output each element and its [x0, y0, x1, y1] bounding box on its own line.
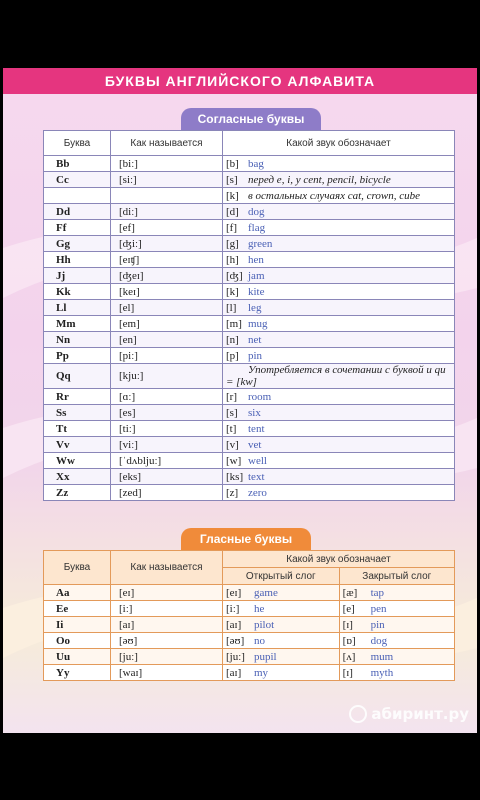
sound-symbol: [əʊ]: [226, 634, 245, 647]
sound-symbol: [w]: [226, 454, 242, 467]
column-header: Буква: [44, 131, 111, 156]
letter-cell: Ss: [44, 405, 111, 421]
sound-symbol: [p]: [226, 349, 239, 362]
letter-cell: Kk: [44, 284, 111, 300]
sound-symbol: [s]: [226, 173, 238, 186]
sound-cell: [223, 348, 455, 364]
example-word: text: [248, 470, 265, 483]
letter-cell: Uu: [44, 649, 111, 665]
column-header: Как называется: [111, 131, 223, 156]
example-word: green: [248, 237, 273, 250]
table-row: [44, 585, 455, 601]
example-word: no: [254, 634, 265, 647]
table-row: [44, 188, 455, 204]
name-cell: [biː]: [111, 156, 223, 172]
example-word: flag: [248, 221, 266, 234]
sound-symbol: [d]: [226, 205, 239, 218]
letter-cell: Ee: [44, 601, 111, 617]
sound-cell: [223, 364, 455, 389]
sound-cell: [223, 284, 455, 300]
closed-syllable-cell: [339, 617, 454, 633]
sound-cell: [223, 453, 455, 469]
sound-symbol: [l]: [226, 301, 237, 314]
name-cell: [aɪ]: [111, 617, 223, 633]
page-title: БУКВЫ АНГЛИЙСКОГО АЛФАВИТА: [3, 68, 477, 94]
sound-symbol: [ks]: [226, 470, 244, 483]
sound-symbol: [ʌ]: [342, 650, 356, 663]
sound-symbol: [h]: [226, 253, 239, 266]
sound-cell: [223, 389, 455, 405]
sound-symbol: [eɪ]: [226, 586, 242, 599]
name-cell: [juː]: [111, 649, 223, 665]
sound-symbol: [aɪ]: [226, 618, 242, 631]
letter-cell: Aa: [44, 585, 111, 601]
name-cell: [111, 188, 223, 204]
sound-symbol: [g]: [226, 237, 239, 250]
name-cell: [em]: [111, 316, 223, 332]
name-cell: [kjuː]: [111, 364, 223, 389]
letter-cell: Hh: [44, 252, 111, 268]
table-row: [44, 633, 455, 649]
example-word: bag: [248, 157, 264, 170]
table-row: [44, 204, 455, 220]
sound-cell: [223, 220, 455, 236]
sound-cell: [223, 236, 455, 252]
name-cell: [iː]: [111, 601, 223, 617]
open-syllable-cell: [223, 665, 340, 681]
closed-syllable-cell: [339, 601, 454, 617]
table-row: [44, 469, 455, 485]
name-cell: [siː]: [111, 172, 223, 188]
consonants-tab: Согласные буквы: [181, 108, 321, 130]
example-word: zero: [248, 486, 267, 499]
sound-cell: [223, 300, 455, 316]
column-header: Буква: [44, 551, 111, 585]
table-row: [44, 665, 455, 681]
letter-cell: Pp: [44, 348, 111, 364]
letter-cell: Tt: [44, 421, 111, 437]
column-header: Закрытый слог: [339, 568, 454, 585]
letter-cell: Vv: [44, 437, 111, 453]
name-cell: [es]: [111, 405, 223, 421]
sound-cell: [223, 188, 455, 204]
name-cell: [en]: [111, 332, 223, 348]
alphabet-page: [3, 68, 477, 733]
sound-symbol: [ʤ]: [226, 269, 243, 282]
table-row: [44, 172, 455, 188]
sound-symbol: [m]: [226, 317, 242, 330]
sound-cell: [223, 252, 455, 268]
letter-cell: Yy: [44, 665, 111, 681]
name-cell: [ˈdʌbljuː]: [111, 453, 223, 469]
table-row: [44, 220, 455, 236]
table-row: [44, 348, 455, 364]
sound-symbol: [v]: [226, 438, 239, 451]
open-syllable-cell: [223, 617, 340, 633]
table-row: [44, 236, 455, 252]
watermark-logo: абиринт.ру: [349, 705, 469, 724]
table-row: [44, 332, 455, 348]
name-cell: [ʤiː]: [111, 236, 223, 252]
example-word: tent: [248, 422, 265, 435]
example-word: dog: [248, 205, 265, 218]
sound-symbol: [n]: [226, 333, 239, 346]
name-cell: [eks]: [111, 469, 223, 485]
column-header: Какой звук обозначает: [223, 131, 455, 156]
sound-symbol: [t]: [226, 422, 237, 435]
letter-cell: Xx: [44, 469, 111, 485]
letter-cell: Mm: [44, 316, 111, 332]
sound-symbol: [z]: [226, 486, 239, 499]
table-row: [44, 453, 455, 469]
sound-symbol: [juː]: [226, 650, 245, 663]
letter-cell: Cc: [44, 172, 111, 188]
example-word: перед e, i, y cent, pencil, bicycle: [248, 173, 391, 186]
sound-symbol: [aɪ]: [226, 666, 242, 679]
example-word: pupil: [254, 650, 277, 663]
letter-cell: Jj: [44, 268, 111, 284]
example-word: pin: [370, 618, 385, 631]
example-word: well: [248, 454, 267, 467]
sound-symbol: [iː]: [226, 602, 240, 615]
sound-symbol: [s]: [226, 406, 238, 419]
sound-cell: [223, 204, 455, 220]
sound-cell: [223, 172, 455, 188]
sound-symbol: [r]: [226, 390, 237, 403]
name-cell: [əʊ]: [111, 633, 223, 649]
open-syllable-cell: [223, 633, 340, 649]
sound-cell: [223, 332, 455, 348]
letter-cell: Zz: [44, 485, 111, 501]
letter-cell: Ww: [44, 453, 111, 469]
table-row: [44, 316, 455, 332]
sound-cell: [223, 437, 455, 453]
example-word: hen: [248, 253, 264, 266]
closed-syllable-cell: [339, 585, 454, 601]
sound-symbol: [f]: [226, 221, 237, 234]
column-header: Открытый слог: [223, 568, 340, 585]
sound-symbol: [ɒ]: [342, 634, 356, 647]
name-cell: [waɪ]: [111, 665, 223, 681]
example-word: net: [248, 333, 262, 346]
table-row: [44, 389, 455, 405]
example-word: six: [248, 406, 261, 419]
sound-cell: [223, 316, 455, 332]
name-cell: [ef]: [111, 220, 223, 236]
example-word: my: [254, 666, 269, 679]
table-row: [44, 268, 455, 284]
sound-symbol: [k]: [226, 285, 239, 298]
sound-cell: [223, 268, 455, 284]
example-word: dog: [370, 634, 388, 647]
sound-symbol: [ɪ]: [342, 666, 353, 679]
example-word: Употребляется в сочетании с буквой u qu = [kw]: [226, 364, 446, 388]
letter-cell: Ff: [44, 220, 111, 236]
example-word: room: [248, 390, 272, 403]
open-syllable-cell: [223, 585, 340, 601]
consonants-table: [43, 130, 455, 501]
letter-cell: Dd: [44, 204, 111, 220]
sound-symbol: [æ]: [342, 586, 358, 599]
closed-syllable-cell: [339, 665, 454, 681]
name-cell: [viː]: [111, 437, 223, 453]
sound-symbol: [b]: [226, 157, 239, 170]
closed-syllable-cell: [339, 649, 454, 665]
example-word: myth: [370, 666, 394, 679]
example-word: vet: [248, 438, 262, 451]
letter-cell: Bb: [44, 156, 111, 172]
name-cell: [el]: [111, 300, 223, 316]
example-word: в остальных случаях cat, crown, cube: [248, 189, 421, 202]
example-word: kite: [248, 285, 265, 298]
example-word: game: [254, 586, 278, 599]
letter-cell: [44, 188, 111, 204]
vowels-tab: Гласные буквы: [181, 528, 311, 550]
table-row: [44, 300, 455, 316]
table-row: [44, 437, 455, 453]
sound-cell: [223, 156, 455, 172]
example-word: mug: [248, 317, 268, 330]
table-row: [44, 364, 455, 389]
table-row: [44, 405, 455, 421]
letter-cell: Qq: [44, 364, 111, 389]
name-cell: [piː]: [111, 348, 223, 364]
example-word: he: [254, 602, 265, 615]
table-row: [44, 156, 455, 172]
example-word: tap: [370, 586, 385, 599]
sound-symbol: [e]: [342, 602, 355, 615]
column-header: Какой звук обозначает: [223, 551, 455, 568]
open-syllable-cell: [223, 649, 340, 665]
example-word: pin: [248, 349, 263, 362]
letter-cell: Oo: [44, 633, 111, 649]
letter-cell: Nn: [44, 332, 111, 348]
name-cell: [ɑː]: [111, 389, 223, 405]
sound-cell: [223, 405, 455, 421]
example-word: jam: [248, 269, 265, 282]
sound-cell: [223, 421, 455, 437]
open-syllable-cell: [223, 601, 340, 617]
name-cell: [eɪ]: [111, 585, 223, 601]
name-cell: [eɪʧ]: [111, 252, 223, 268]
example-word: mum: [370, 650, 394, 663]
sound-cell: [223, 469, 455, 485]
sound-symbol: [ɪ]: [342, 618, 353, 631]
letter-cell: Ll: [44, 300, 111, 316]
column-header: Как называется: [111, 551, 223, 585]
sound-symbol: [k]: [226, 189, 239, 202]
table-row: [44, 601, 455, 617]
name-cell: [tiː]: [111, 421, 223, 437]
table-row: [44, 421, 455, 437]
example-word: pilot: [254, 618, 275, 631]
name-cell: [diː]: [111, 204, 223, 220]
table-row: [44, 649, 455, 665]
name-cell: [keɪ]: [111, 284, 223, 300]
vowels-table: [43, 550, 455, 681]
table-row: [44, 284, 455, 300]
name-cell: [ʤeɪ]: [111, 268, 223, 284]
table-row: [44, 485, 455, 501]
example-word: leg: [248, 301, 262, 314]
example-word: pen: [370, 602, 387, 615]
logo-icon: [349, 705, 367, 723]
letter-cell: Rr: [44, 389, 111, 405]
letter-cell: Gg: [44, 236, 111, 252]
closed-syllable-cell: [339, 633, 454, 649]
letter-cell: Ii: [44, 617, 111, 633]
sound-cell: [223, 485, 455, 501]
table-row: [44, 252, 455, 268]
name-cell: [zed]: [111, 485, 223, 501]
table-row: [44, 617, 455, 633]
